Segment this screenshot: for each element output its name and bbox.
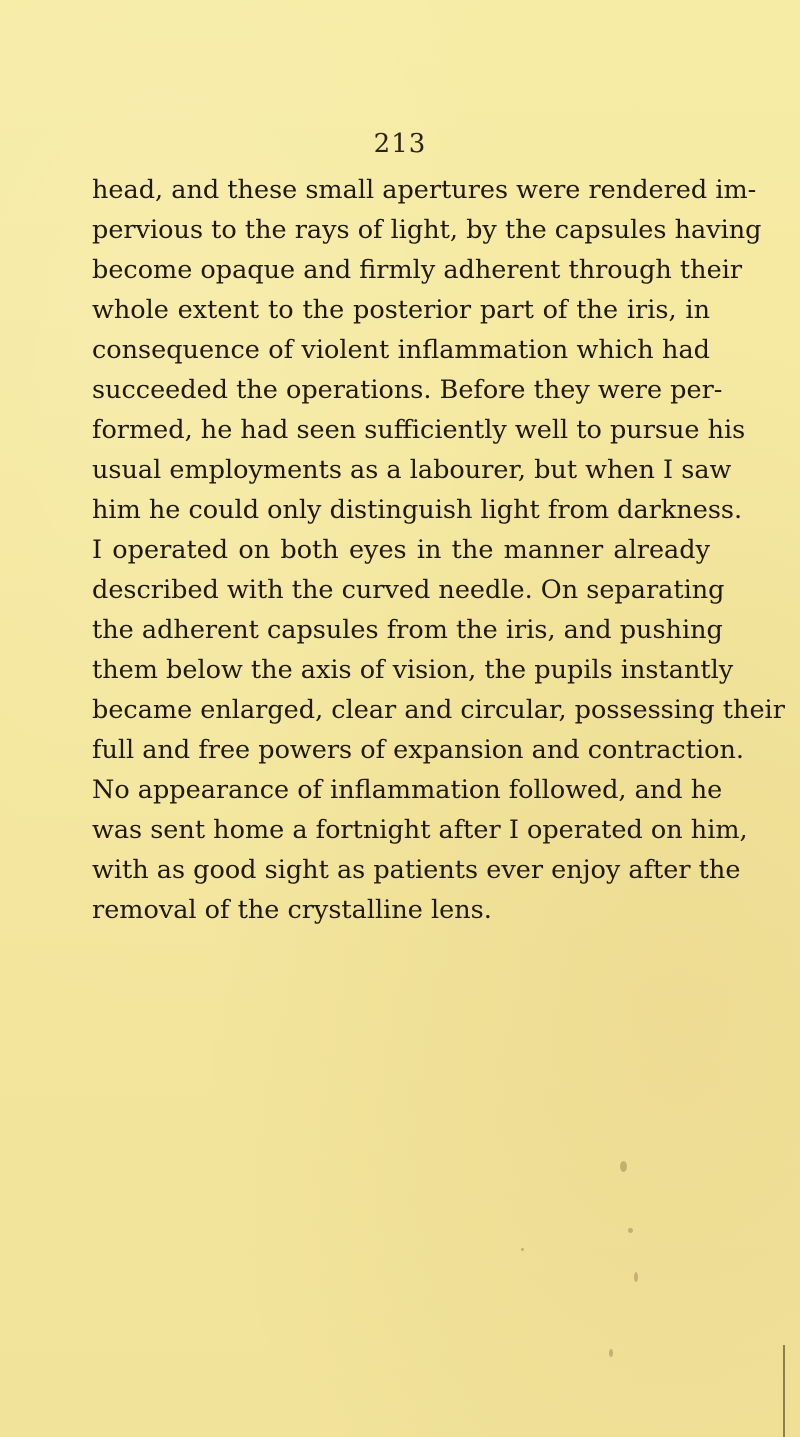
text-line: described with the curved needle. On separating bbox=[92, 575, 725, 605]
text-line: with as good sight as patients ever enjoy after the bbox=[92, 855, 741, 885]
text-line: removal of the crystalline lens. bbox=[92, 895, 492, 925]
paper-speck bbox=[521, 1248, 524, 1251]
paper-speck bbox=[609, 1349, 613, 1357]
text-line: usual employments as a labourer, but when I saw bbox=[92, 455, 732, 485]
paper-speck bbox=[620, 1161, 627, 1172]
page-number: 213 bbox=[373, 129, 427, 159]
text-line: I operated on both eyes in the manner already bbox=[92, 535, 710, 565]
text-line: pervious to the rays of light, by the capsules having bbox=[92, 215, 762, 245]
page-edge-mark bbox=[783, 1345, 785, 1437]
text-line: become opaque and firmly adherent through their bbox=[92, 255, 743, 285]
text-line: No appearance of inflammation followed, and he bbox=[92, 775, 723, 805]
text-line: whole extent to the posterior part of the iris, in bbox=[92, 295, 710, 325]
text-line: head, and these small apertures were rendered im- bbox=[92, 175, 757, 205]
text-line: succeeded the operations. Before they were per- bbox=[92, 375, 723, 405]
text-line: became enlarged, clear and circular, possessing their bbox=[92, 695, 785, 725]
text-line: full and free powers of expansion and contraction. bbox=[92, 735, 744, 765]
text-line: was sent home a fortnight after I operated on him, bbox=[92, 815, 748, 845]
paper-speck bbox=[628, 1228, 633, 1233]
text-line: consequence of violent inflammation which had bbox=[92, 335, 710, 365]
text-line: the adherent capsules from the iris, and pushing bbox=[92, 615, 723, 645]
text-line: them below the axis of vision, the pupils instantly bbox=[92, 655, 734, 685]
text-line: formed, he had seen sufficiently well to pursue his bbox=[92, 415, 746, 445]
text-line: him he could only distinguish light from darkness. bbox=[92, 495, 743, 525]
paper-speck bbox=[634, 1272, 638, 1282]
